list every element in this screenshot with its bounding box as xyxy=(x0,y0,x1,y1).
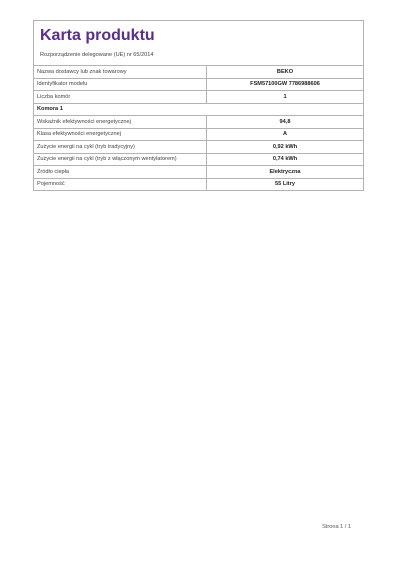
row-label: Klasa efektywności energetycznej xyxy=(34,128,207,141)
product-card xyxy=(33,20,364,191)
row-value: 0,74 kWh xyxy=(207,153,364,166)
table-row xyxy=(34,66,364,79)
row-value: 0,92 kWh xyxy=(207,141,364,154)
card-header xyxy=(33,20,364,65)
regulation-subtitle: Rozporządzenie delegowane (UE) nr 65/2014 xyxy=(40,52,154,58)
table-row xyxy=(34,178,364,191)
table-row xyxy=(34,91,364,104)
row-label: Źródło ciepła xyxy=(34,166,207,179)
table-row xyxy=(34,128,364,141)
page-number: Strona 1 / 1 xyxy=(322,524,351,530)
row-value: 1 xyxy=(207,91,364,104)
row-label: Wskaźnik efektywności energetycznej xyxy=(34,116,207,129)
row-label: Nazwa dostawcy lub znak towarowy xyxy=(34,66,207,79)
page-title: Karta produktu xyxy=(40,27,155,44)
row-value: 55 Litry xyxy=(207,178,364,191)
row-label: Zużycie energii na cykl (tryb z włączonym wentylatorem) xyxy=(34,153,207,166)
table-row xyxy=(34,116,364,129)
row-value: FSM57100GW 7786988606 xyxy=(207,78,364,91)
row-label: Liczba komór xyxy=(34,91,207,104)
section-row xyxy=(34,103,364,116)
table-row xyxy=(34,153,364,166)
row-value: A xyxy=(207,128,364,141)
table-row xyxy=(34,141,364,154)
table-row xyxy=(34,78,364,91)
product-spec-table xyxy=(33,65,364,191)
row-value: 94,8 xyxy=(207,116,364,129)
row-value: BEKO xyxy=(207,66,364,79)
table-row xyxy=(34,166,364,179)
row-label: Identyfikator modelu xyxy=(34,78,207,91)
section-heading: Komora 1 xyxy=(34,103,364,116)
row-value: Elektryczna xyxy=(207,166,364,179)
row-label: Pojemność xyxy=(34,178,207,191)
row-label: Zużycie energii na cykl (tryb tradycyjny) xyxy=(34,141,207,154)
